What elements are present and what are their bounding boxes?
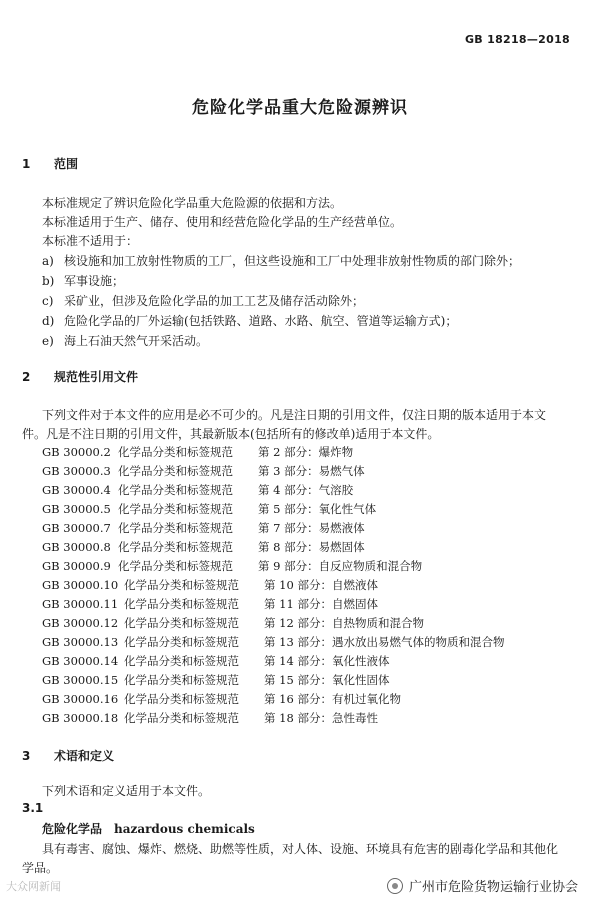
watermark-right bbox=[387, 876, 578, 895]
ref-part: 第 2 部分：爆炸物 bbox=[258, 445, 354, 459]
ref-code: GB 30000.4 bbox=[42, 483, 111, 497]
section-number: 1 bbox=[22, 157, 31, 171]
ref-code: GB 30000.10 bbox=[42, 578, 119, 592]
ref-code: GB 30000.15 bbox=[42, 673, 119, 687]
ref-code: GB 30000.9 bbox=[42, 559, 111, 573]
section-scope-heading bbox=[22, 155, 78, 172]
ref-part: 第 14 部分：氧化性液体 bbox=[264, 654, 390, 668]
reference-row bbox=[42, 501, 376, 517]
ref-category: 化学品分类和标签规范 bbox=[118, 559, 233, 573]
ref-category: 化学品分类和标签规范 bbox=[118, 483, 233, 497]
list-item-text: 核设施和加工放射性物质的工厂，但这些设施和工厂中处理非放射性物质的部门除外； bbox=[64, 254, 521, 268]
reference-row bbox=[42, 672, 389, 688]
reference-row bbox=[42, 615, 424, 631]
refs-intro-line: 下列文件对于本文件的应用是必不可少的。凡是注日期的引用文件，仅注日期的版本适用于本文 bbox=[42, 408, 547, 422]
scope-line: 本标准规定了辨识危险化学品重大危险源的依据和方法。 bbox=[42, 196, 343, 210]
list-item-label: d) bbox=[42, 314, 55, 328]
section-terms-heading bbox=[22, 747, 114, 764]
page-title: 危险化学品重大危险源辨识 bbox=[192, 98, 408, 118]
term-number: 3.1 bbox=[22, 801, 44, 815]
ref-code: GB 30000.7 bbox=[42, 521, 111, 535]
ref-part: 第 5 部分：氧化性气体 bbox=[258, 502, 377, 516]
list-item bbox=[42, 292, 364, 309]
ref-category: 化学品分类和标签规范 bbox=[118, 521, 233, 535]
ref-category: 化学品分类和标签规范 bbox=[118, 540, 233, 554]
ref-part: 第 13 部分：遇水放出易燃气体的物质和混合物 bbox=[264, 635, 505, 649]
ref-part: 第 3 部分：易燃气体 bbox=[258, 464, 365, 478]
reference-row bbox=[42, 558, 422, 574]
term-heading bbox=[42, 820, 255, 837]
list-item-label: c) bbox=[42, 294, 54, 308]
section-number: 2 bbox=[22, 370, 31, 384]
list-item-label: b) bbox=[42, 274, 55, 288]
terms-intro: 下列术语和定义适用于本文件。 bbox=[42, 784, 211, 798]
list-item-text: 军事设施； bbox=[64, 274, 125, 288]
list-item-text: 海上石油天然气开采活动。 bbox=[64, 334, 209, 348]
section-title: 规范性引用文件 bbox=[54, 370, 139, 384]
list-item bbox=[42, 332, 208, 349]
list-item-text: 危险化学品的厂外运输(包括铁路、道路、水路、航空、管道等运输方式)； bbox=[64, 314, 458, 328]
reference-row bbox=[42, 596, 378, 612]
ref-part: 第 8 部分：易燃固体 bbox=[258, 540, 365, 554]
ref-part: 第 15 部分：氧化性固体 bbox=[264, 673, 390, 687]
ref-part: 第 7 部分：易燃液体 bbox=[258, 521, 365, 535]
ref-category: 化学品分类和标签规范 bbox=[118, 502, 233, 516]
reference-row bbox=[42, 463, 365, 479]
ref-code: GB 30000.18 bbox=[42, 711, 119, 725]
ref-category: 化学品分类和标签规范 bbox=[124, 673, 239, 687]
ref-category: 化学品分类和标签规范 bbox=[124, 711, 239, 725]
reference-row bbox=[42, 482, 353, 498]
reference-row bbox=[42, 520, 365, 536]
watermark-left: 大众网新闻 bbox=[6, 880, 61, 893]
reference-row bbox=[42, 691, 401, 707]
ref-category: 化学品分类和标签规范 bbox=[124, 578, 239, 592]
list-item-label: e) bbox=[42, 334, 54, 348]
scope-line: 本标准适用于生产、储存、使用和经营危险化学品的生产经营单位。 bbox=[42, 215, 403, 229]
ref-part: 第 4 部分：气溶胶 bbox=[258, 483, 354, 497]
section-title: 范围 bbox=[54, 157, 79, 171]
section-number: 3 bbox=[22, 749, 31, 763]
list-item-text: 采矿业，但涉及危险化学品的加工工艺及储存活动除外； bbox=[64, 294, 365, 308]
ref-part: 第 10 部分：自燃液体 bbox=[264, 578, 378, 592]
list-item bbox=[42, 252, 520, 269]
ref-category: 化学品分类和标签规范 bbox=[124, 692, 239, 706]
standard-number: GB 18218—2018 bbox=[464, 33, 570, 46]
list-item bbox=[42, 272, 124, 289]
scope-line: 本标准不适用于： bbox=[42, 234, 139, 248]
reference-row bbox=[42, 577, 378, 593]
reference-row bbox=[42, 539, 365, 555]
list-item-label: a) bbox=[42, 254, 54, 268]
reference-row bbox=[42, 653, 389, 669]
ref-part: 第 11 部分：自燃固体 bbox=[264, 597, 378, 611]
ref-code: GB 30000.12 bbox=[42, 616, 119, 630]
ref-category: 化学品分类和标签规范 bbox=[124, 616, 239, 630]
term-definition: 学品。 bbox=[22, 861, 59, 875]
refs-intro-line: 件。凡是不注日期的引用文件，其最新版本(包括所有的修改单)适用于本文件。 bbox=[22, 427, 440, 441]
reference-row bbox=[42, 634, 504, 650]
ref-category: 化学品分类和标签规范 bbox=[124, 597, 239, 611]
section-refs-heading bbox=[22, 368, 138, 385]
ref-category: 化学品分类和标签规范 bbox=[124, 635, 239, 649]
wechat-logo-icon bbox=[387, 878, 403, 894]
reference-row bbox=[42, 710, 378, 726]
ref-code: GB 30000.13 bbox=[42, 635, 119, 649]
ref-code: GB 30000.11 bbox=[42, 597, 119, 611]
ref-code: GB 30000.2 bbox=[42, 445, 111, 459]
ref-category: 化学品分类和标签规范 bbox=[124, 654, 239, 668]
ref-category: 化学品分类和标签规范 bbox=[118, 464, 233, 478]
ref-part: 第 9 部分：自反应物质和混合物 bbox=[258, 559, 423, 573]
term-en: hazardous chemicals bbox=[114, 822, 255, 836]
watermark-right-text: 广州市危险货物运输行业协会 bbox=[408, 880, 578, 895]
ref-category: 化学品分类和标签规范 bbox=[118, 445, 233, 459]
ref-code: GB 30000.16 bbox=[42, 692, 119, 706]
term-definition: 具有毒害、腐蚀、爆炸、燃烧、助燃等性质，对人体、设施、环境具有危害的剧毒化学品和其他化 bbox=[42, 842, 559, 856]
ref-code: GB 30000.8 bbox=[42, 540, 111, 554]
reference-row bbox=[42, 444, 353, 460]
ref-part: 第 16 部分：有机过氧化物 bbox=[264, 692, 401, 706]
section-title: 术语和定义 bbox=[54, 749, 115, 763]
ref-part: 第 12 部分：自热物质和混合物 bbox=[264, 616, 424, 630]
ref-code: GB 30000.5 bbox=[42, 502, 111, 516]
ref-part: 第 18 部分：急性毒性 bbox=[264, 711, 378, 725]
ref-code: GB 30000.14 bbox=[42, 654, 119, 668]
list-item bbox=[42, 312, 457, 329]
ref-code: GB 30000.3 bbox=[42, 464, 111, 478]
term-zh: 危险化学品 bbox=[42, 822, 103, 836]
